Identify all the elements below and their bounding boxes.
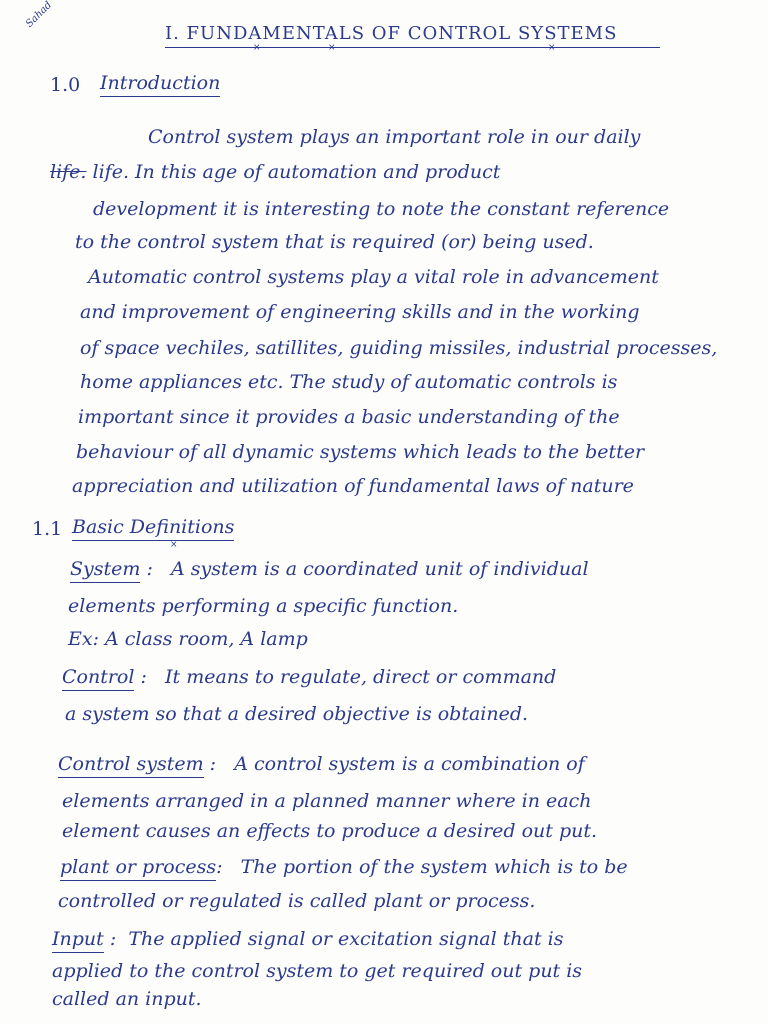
intro-line: important since it provides a basic understanding of the (78, 406, 620, 428)
term: System (70, 558, 140, 583)
definition-plant-or-process: plant or process: The portion of the system which is to be (60, 858, 628, 877)
title-underline (165, 47, 660, 48)
example-line: Ex: A class room, A lamp (68, 628, 308, 650)
intro-line: home appliances etc. The study of automatic controls is (80, 371, 618, 393)
definition-line: a system so that a desired objective is obtained. (65, 703, 529, 725)
section-number: 1.1 (32, 518, 63, 540)
term: plant or process (60, 856, 216, 881)
struck-word: life. (50, 161, 87, 183)
definition-line: element causes an effects to produce a desired out put. (62, 820, 598, 842)
term: Input (52, 928, 104, 953)
intro-line: appreciation and utilization of fundamental laws of nature (72, 475, 634, 497)
term: Control system (58, 753, 204, 778)
definition-input: Input : The applied signal or excitation signal that is (52, 930, 563, 949)
intro-line: behaviour of all dynamic systems which leads to the better (76, 441, 645, 463)
underline-mark: × (548, 43, 556, 53)
definition-line: elements performing a specific function. (68, 595, 459, 617)
intro-line: Automatic control systems play a vital role in advancement (88, 266, 659, 288)
underline-mark: × (170, 540, 178, 550)
definition-control-system: Control system : A control system is a combination of (58, 755, 585, 774)
intro-line: development it is interesting to note the constant reference (93, 198, 670, 220)
definition-line: applied to the control system to get required out put is (52, 960, 583, 982)
definition-line: elements arranged in a planned manner where in each (62, 790, 592, 812)
definition-control: Control : It means to regulate, direct or command (62, 668, 556, 687)
section-heading: Introduction (100, 74, 220, 93)
intro-line: life. life. In this age of automation and product (50, 161, 501, 183)
intro-line: and improvement of engineering skills and in the working (80, 301, 640, 323)
intro-line: Control system plays an important role in our daily (148, 126, 641, 148)
intro-line: to the control system that is required (or) being used. (75, 231, 594, 253)
underline-mark: × (328, 43, 336, 53)
term: Control (62, 666, 134, 691)
signature: Sahad (24, 0, 55, 30)
page-title: I. FUNDAMENTALS OF CONTROL SYSTEMS (165, 23, 618, 44)
definition-line: called an input. (52, 988, 202, 1010)
underline-mark: × (253, 43, 261, 53)
section-heading: Basic Definitions (72, 518, 234, 537)
definition-line: controlled or regulated is called plant or process. (58, 890, 536, 912)
section-number: 1.0 (50, 74, 81, 96)
intro-line: of space vechiles, satillites, guiding missiles, industrial processes, (80, 337, 718, 359)
definition-system: System : A system is a coordinated unit of individual (70, 560, 589, 579)
